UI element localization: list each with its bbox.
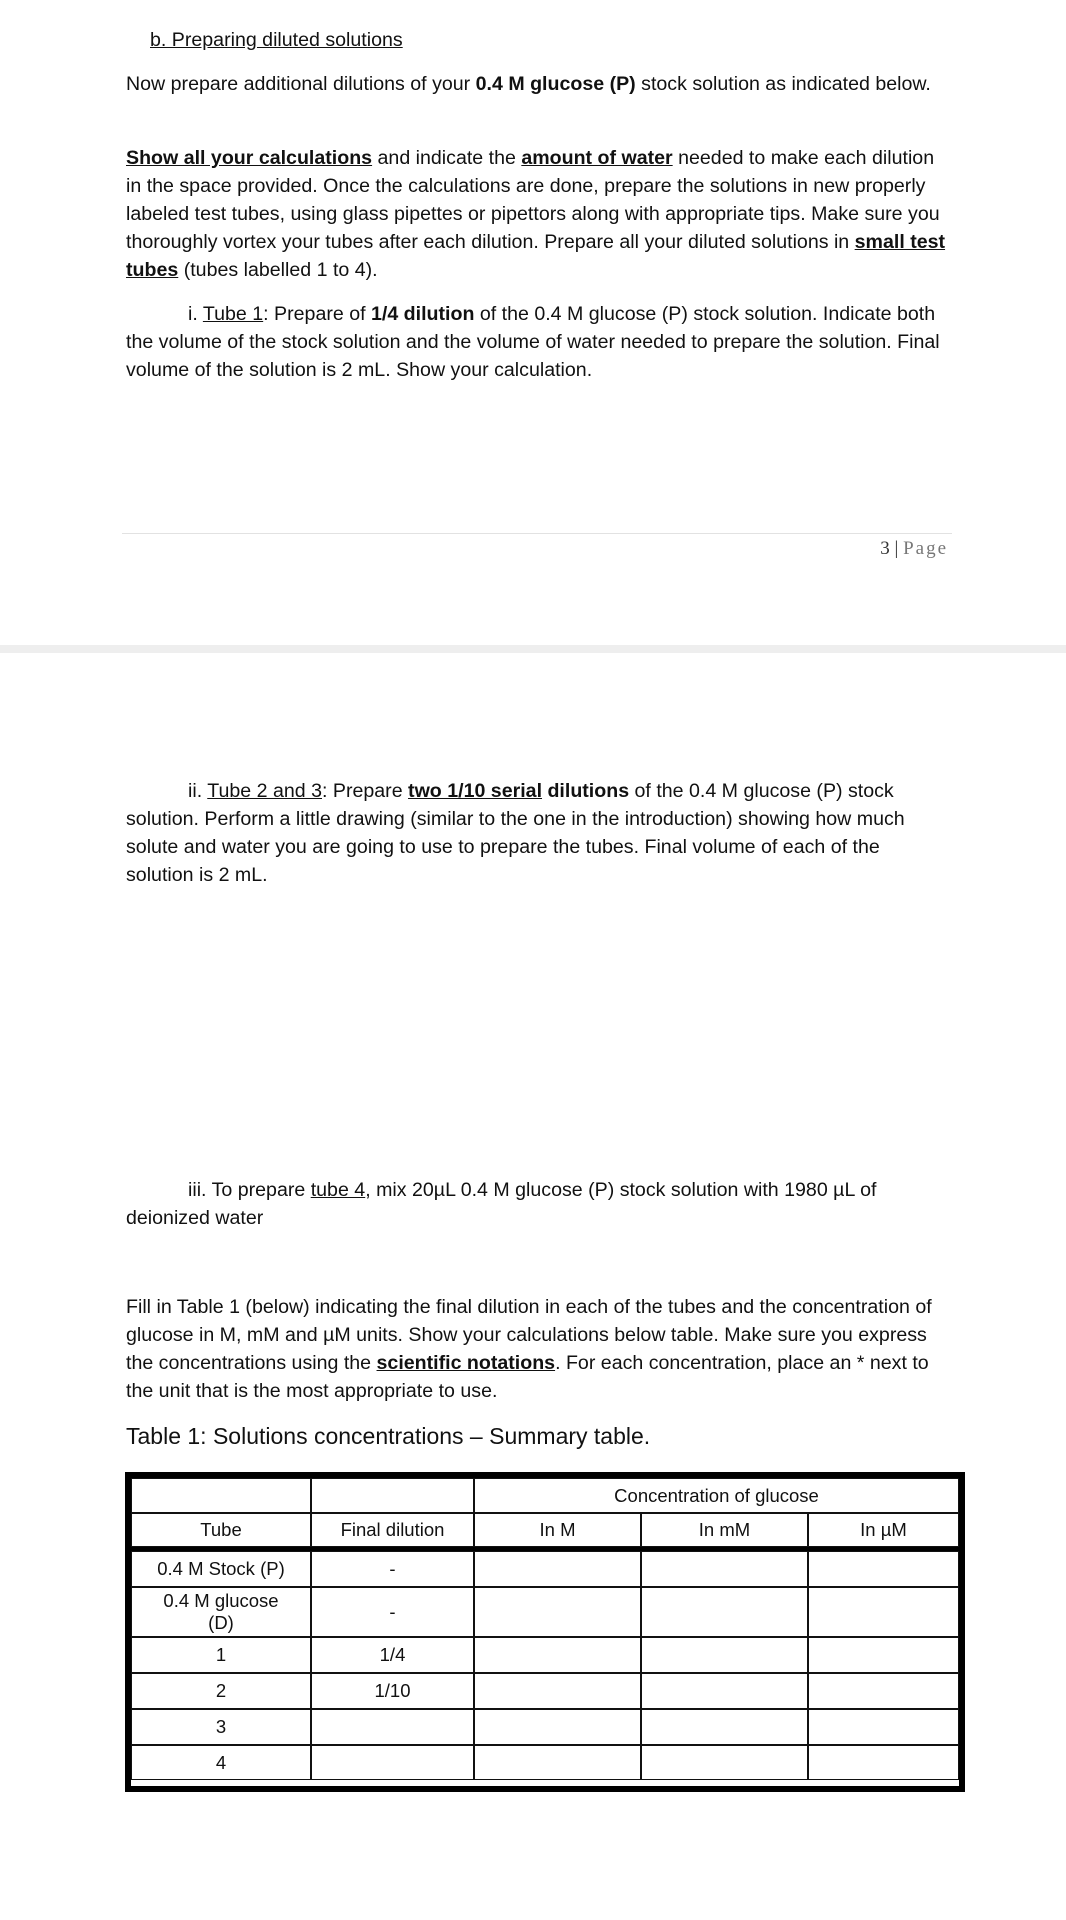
table-cell-tube: 1 xyxy=(131,1637,311,1673)
table-header-cell xyxy=(131,1478,311,1513)
header-in-mm: In mM xyxy=(641,1513,808,1547)
instructions-paragraph: Show all your calculations and indicate the amount of water needed to make each dilution in the space provided. Once the calculations are done, prepare the solutions in new properly labeled test tubes, using glass pipettes or pipettors along with appropriate tips. Make sure you thoroughly vortex your tubes after each dilution. Prepare all your diluted solutions in small test tubes (tubes labelled 1 to 4). xyxy=(126,147,946,281)
table-cell-mm xyxy=(641,1709,808,1745)
table-cell-dilution xyxy=(311,1745,474,1780)
page-4 xyxy=(0,653,1066,1920)
table-cell-mm xyxy=(641,1551,808,1587)
table-cell-tube: 2 xyxy=(131,1673,311,1709)
table-cell-dilution: 1/4 xyxy=(311,1637,474,1673)
table-cell-m xyxy=(474,1587,641,1637)
section-heading: b. Preparing diluted solutions xyxy=(150,29,403,51)
step-iii-paragraph: iii. To prepare tube 4, mix 20µL 0.4 M glucose (P) stock solution with 1980 µL of deionized water xyxy=(126,1179,877,1229)
page-footer: 3 | Page xyxy=(880,538,948,559)
table-cell-dilution: - xyxy=(311,1551,474,1587)
table-cell-mm xyxy=(641,1673,808,1709)
step-i-paragraph: i. Tube 1: Prepare of 1/4 dilution of the 0.4 M glucose (P) stock solution. Indicate both the volume of the stock solution and the volume of water needed to prepare the solution. Final volume of the solution is 2 mL. Show your calculation. xyxy=(126,303,940,381)
table-cell-tube: 3 xyxy=(131,1709,311,1745)
table-cell-um xyxy=(808,1673,959,1709)
header-in-um: In µM xyxy=(808,1513,959,1547)
table-header-cell xyxy=(311,1478,474,1513)
table-cell-m xyxy=(474,1745,641,1780)
table-cell-tube: 4 xyxy=(131,1745,311,1780)
table-cell-um xyxy=(808,1587,959,1637)
summary-table xyxy=(125,1472,965,1792)
table-cell-um xyxy=(808,1637,959,1673)
table-cell-m xyxy=(474,1673,641,1709)
header-in-m: In M xyxy=(474,1513,641,1547)
page-break xyxy=(0,645,1066,653)
table-caption: Table 1: Solutions concentrations – Summary table. xyxy=(126,1423,651,1449)
table-cell-m xyxy=(474,1637,641,1673)
table-cell-dilution: 1/10 xyxy=(311,1673,474,1709)
table-cell-mm xyxy=(641,1587,808,1637)
header-tube: Tube xyxy=(131,1513,311,1547)
page-3 xyxy=(0,0,1066,645)
table-cell-m xyxy=(474,1551,641,1587)
header-final-dilution: Final dilution xyxy=(311,1513,474,1547)
table-cell-dilution xyxy=(311,1709,474,1745)
table-cell-m xyxy=(474,1709,641,1745)
table-cell-tube: 0.4 M glucose (D) xyxy=(131,1587,311,1637)
table-cell-um xyxy=(808,1551,959,1587)
table-cell-mm xyxy=(641,1637,808,1673)
table-cell-um xyxy=(808,1709,959,1745)
concentration-group-header: Concentration of glucose xyxy=(474,1478,959,1513)
intro-paragraph: Now prepare additional dilutions of your 0.4 M glucose (P) stock solution as indicated below. xyxy=(126,73,931,95)
step-ii-paragraph: ii. Tube 2 and 3: Prepare two 1/10 serial dilutions of the 0.4 M glucose (P) stock solution. Perform a little drawing (similar to the one in the introduction) showing how much solute and water you are going to use to prepare the tubes. Final volume of each of the solution is 2 mL. xyxy=(126,780,905,886)
footer-rule xyxy=(122,533,952,534)
table-cell-um xyxy=(808,1745,959,1780)
table-cell-dilution: - xyxy=(311,1587,474,1637)
table-cell-mm xyxy=(641,1745,808,1780)
table-cell-tube: 0.4 M Stock (P) xyxy=(131,1551,311,1587)
fill-in-paragraph: Fill in Table 1 (below) indicating the final dilution in each of the tubes and the concentration of glucose in M, mM and µM units. Show your calculations below table. Make sure you express the concentrations using the scientific notations. For each concentration, place an * next to the unit that is the most appropriate to use. xyxy=(126,1296,932,1402)
